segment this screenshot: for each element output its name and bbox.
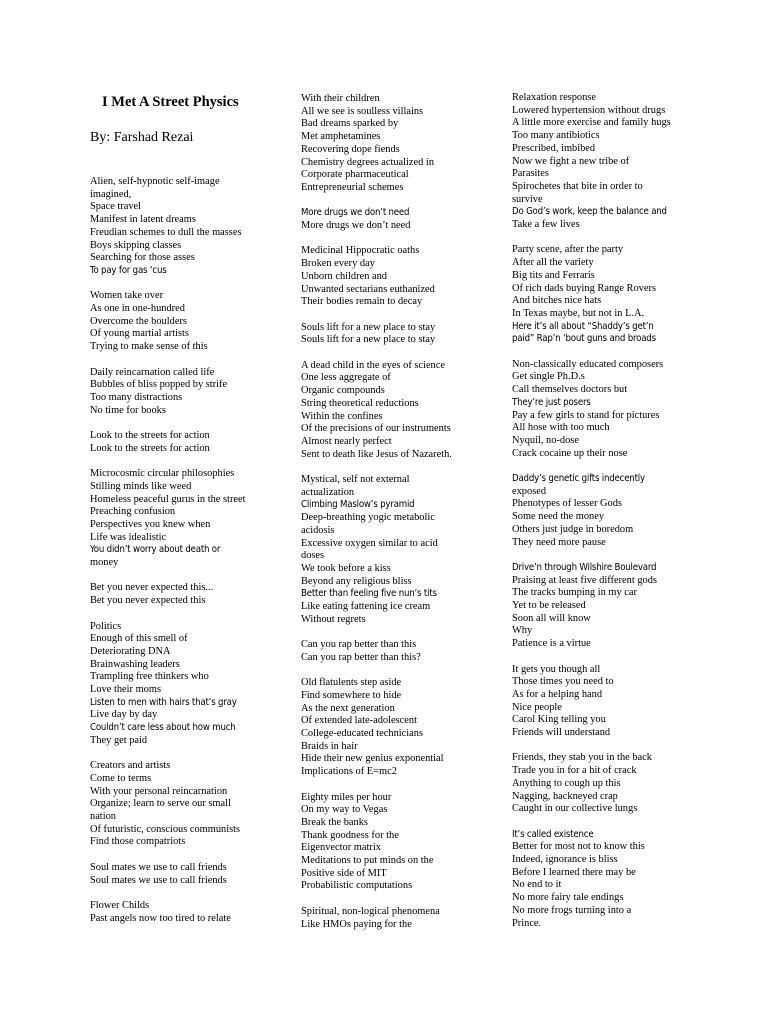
poem-line: Pay a few girls to stand for pictures [512,409,660,421]
poem-line: Call themselves doctors but [512,384,628,396]
poem-line: Boys skipping classes [90,239,182,251]
poem-line: Break the banks [301,816,368,828]
poem-line: Beyond any religious bliss [301,575,412,587]
poem-line: Can you rap better than this? [301,651,421,663]
poem-line: Party scene, after the party [512,244,624,256]
stanza [512,92,712,232]
poem-line: Sent to death like Jesus of Nazareth. [301,448,452,460]
poem-line: Freudian schemes to dull the masses [90,226,242,238]
poem-line: imagined, [90,188,132,200]
poem-line: To pay for gas ‘cus [90,264,167,276]
poem-line: acidosis [301,524,335,536]
stanza [512,752,712,816]
poem-line: Lowered hypertension without drugs [512,104,666,116]
poem-line: Parasites [512,168,549,180]
poem-line: Bet you never expected this... [90,582,214,594]
poem-line: With their children [301,93,380,104]
poem-line: With your personal reincarnation [90,785,228,797]
poem-line: Probabilistic computations [301,880,413,892]
poem-line: Listen to men with hairs that’s gray [90,696,237,708]
poem-line: Soul mates we use to call friends [90,861,227,873]
poem-line: The tracks bumping in my car [512,587,637,599]
poem-line: It’s called existence [512,828,594,840]
stanza [301,677,501,779]
poem-line: Come to terms [90,772,152,784]
poem-line: Why [512,625,533,637]
poem-line: In Texas maybe, but not in L.A. [512,307,645,319]
poem-line: Broken every day [301,258,375,270]
poem-line: Indeed, ignorance is bliss [512,854,618,866]
poem-line: All hose with too much [512,422,610,434]
stanza [90,468,290,570]
author-byline: By: Farshad Rezai [90,130,194,145]
poem-line: As one in one-hundred [90,303,185,315]
poem-line: Those times you need to [512,676,614,688]
poem-column-2 [301,93,501,944]
poem-line: Prince. [512,917,542,929]
stanza [90,430,290,455]
poem-line: Friends will understand [512,727,611,739]
poem-line: One less aggregate of [301,372,391,384]
poem-line: On my way to Vegas [301,804,388,816]
poem-line: Friends, they stab you in the back [512,752,652,764]
stanza [301,474,501,626]
poem-line: Love their moms [90,684,161,696]
poem-line: Praising at least five different gods [512,574,657,586]
poem-line: Nyquil, no-dose [512,434,579,446]
poem-line: Of young martial artists [90,328,189,340]
poem-line: Politics [90,620,122,632]
poem-line: Find those compatriots [90,836,186,848]
poem-line: Relaxation response [512,92,596,103]
poem-line: Alien, self-hypnotic self-image [90,176,220,187]
poem-line: money [90,557,119,569]
poem-line: Manifest in latent dreams [90,214,196,226]
poem-line: Some need the money [512,511,605,523]
poem-line: Crack cocaine up their nose [512,447,628,459]
poem-line: Homeless peaceful gurus in the street [90,493,246,505]
poem-line: Medicinal Hippocratic oaths [301,245,420,257]
stanza [90,176,290,278]
poem-line: Recovering dope fiends [301,143,400,155]
poem-line: paid” Rap’n ‘bout guns and broads [512,333,656,345]
poem-line: No more fairy tale endings [512,892,624,904]
poem-line: Within the confines [301,410,383,422]
stanza [301,207,501,232]
poem-line: As for a helping hand [512,688,603,700]
poem-line: Unwanted sectarians euthanized [301,283,435,295]
poem-line: They need more pause [512,536,606,548]
poem-line: Mystical, self not external [301,474,410,486]
poem-line: Preaching confusion [90,506,176,518]
poem-line: Better for most not to know this [512,841,645,853]
poem-line: Of futuristic, conscious communists [90,823,241,835]
poem-line: exposed [512,485,547,497]
poem-line: Old flatulents step aside [301,677,402,689]
poem-line: Past angels now too tired to relate [90,912,231,924]
poem-line: Now we fight a new tribe of [512,155,630,167]
stanza [90,900,290,925]
poem-line: Before I learned there may be [512,866,636,878]
poem-line: Like eating fattening ice cream [301,601,431,613]
poem-line: Meditations to put minds on the [301,855,434,867]
poem-line: Bubbles of bliss popped by strife [90,379,228,391]
stanza [301,792,501,894]
poem-line: Without regrets [301,613,366,625]
poem-line: Yet to be released [512,600,586,612]
poem-line: Hide their new genius exponential [301,753,444,765]
poem-line: Soul mates we use to call friends [90,874,227,886]
poem-line: All we see is soulless villains [301,105,424,117]
poem-line: Implications of E=mc2 [301,766,397,778]
poem-line: Brainwashing leaders [90,658,180,670]
poem-line: Like HMOs paying for the [301,918,412,930]
stanza [301,360,501,462]
stanza [301,245,501,309]
stanza-list [90,176,290,925]
stanza [301,322,501,347]
poem-line: They’re just posers [512,396,591,408]
poem-line: Life was idealistic [90,531,167,543]
poem-line: It gets you though all [512,663,601,675]
poem-line: Microcosmic circular philosophies [90,468,235,480]
poem-line: Deep-breathing yogic metabolic [301,512,435,524]
poem-line: Bet you never expected this [90,595,206,607]
poem-line: nation [90,811,116,823]
stanza [90,621,290,748]
poem-line: After all the variety [512,257,594,269]
poem-line: Patience is a virtue [512,638,591,650]
poem-line: Organic compounds [301,385,385,397]
poem-line: Phenotypes of lesser Gods [512,498,622,510]
poem-line: Met amphetamines [301,131,381,143]
poem-line: Thank goodness for the [301,829,399,841]
poem-line: College-educated technicians [301,728,424,740]
poem-line: Caught in our collective lungs [512,803,638,815]
poem-line: Trying to make sense of this [90,341,208,353]
stanza [301,93,501,195]
poem-line: No more frogs turning into a [512,904,632,916]
stanza [512,359,712,461]
poem-line: Big tits and Ferraris [512,269,595,281]
poem-line: Enough of this smell of [90,633,188,645]
poem-line: Better than feeling five nun’s tits [301,588,437,600]
poem-line: Too many distractions [90,391,183,403]
poem-line: Eigenvector matrix [301,842,381,854]
stanza-list [512,92,712,930]
poem-line: Carol King telling you [512,714,606,726]
poem-line: Others just judge in boredom [512,523,634,535]
poem-line: No end to it [512,879,562,891]
poem-line: Anything to cough up this [512,777,621,789]
poem-line: A dead child in the eyes of science [301,359,445,371]
poem-line: actualization [301,486,355,498]
poem-line: You didn’t worry about death or [90,544,221,556]
poem-line: Deteriorating DNA [90,645,171,657]
poem-line: Souls lift for a new place to stay [301,334,436,346]
poem-line: doses [301,550,325,562]
poem-line: survive [512,193,543,205]
stanza-list [301,93,501,931]
poem-line: Look to the streets for action [90,430,210,442]
poem-line: Nice people [512,701,562,713]
poem-line: Chemistry degrees actualized in [301,156,435,168]
poem-line: Excessive oxygen similar to acid [301,537,438,549]
poem-line: Couldn’t care less about how much [90,722,236,734]
stanza [512,473,712,549]
poem-line: Find somewhere to hide [301,689,402,701]
poem-line: Of extended late-adolescent [301,715,417,727]
poem-line: Searching for those asses [90,252,195,264]
poem-line: Braids in hair [301,740,358,752]
stanza [90,862,290,887]
poem-line: Bad dreams sparked by [301,118,399,130]
poem-line: Soon all will know [512,612,591,624]
poem-line: Daddy’s genetic gifts indecently [512,473,645,485]
poem-line: Entrepreneurial schemes [301,181,404,193]
poem-line: Eighty miles per hour [301,791,392,803]
poem-line: Trampling free thinkers who [90,671,209,683]
stanza [90,290,290,354]
poem-line: More drugs we don’t need [301,220,411,232]
poem-line: Unborn children and [301,270,387,282]
poem-line: We took before a kiss [301,562,391,574]
poem-line: Their bodies remain to decay [301,296,423,308]
poem-line: Climbing Maslow’s pyramid [301,499,415,511]
poem-line: Souls lift for a new place to stay [301,321,436,333]
poem-line: And bitches nice hats [512,295,602,307]
poem-line: Corporate pharmaceutical [301,169,409,181]
poem-line: Look to the streets for action [90,442,210,454]
poem-line: Get single Ph.D.s [512,371,585,383]
poem-line: Perspectives you knew when [90,518,211,530]
poem-line: Prescribed, imbibed [512,142,596,154]
poem-line: Spirochetes that bite in order to [512,180,643,192]
poem-line: Daily reincarnation called life [90,366,215,378]
poem-line: They get paid [90,734,148,746]
poem-line: Women take over [90,290,164,302]
poem-line: Positive side of MIT [301,867,387,879]
poem-line: Almost nearly perfect [301,435,392,447]
poem-line: More drugs we don’t need [301,207,410,219]
poem-line: A little more exercise and family hugs [512,117,671,129]
poem-line: Too many antibiotics [512,130,600,142]
poem-line: Non-classically educated composers [512,358,664,370]
poem-column-1 [90,92,290,938]
poem-line: Of the precisions of our instruments [301,423,451,435]
poem-line: Spiritual, non-logical phenomena [301,905,440,917]
page-title: I Met A Street Physics [102,94,239,110]
stanza [90,582,290,607]
poem-line: Can you rap better than this [301,639,417,651]
poem-line: Of rich dads buying Range Rovers [512,282,656,294]
stanza [512,829,712,931]
poem-line: Stilling minds like weed [90,480,192,492]
stanza [512,244,712,346]
poem-line: Overcome the boulders [90,315,187,327]
poem-line: Here it’s all about “Shaddy’s get’n [512,320,654,332]
stanza [301,906,501,931]
poem-line: Nagging, hackneyed crap [512,790,618,802]
stanza [90,367,290,418]
stanza [512,664,712,740]
poem-line: Live day by day [90,709,158,721]
poem-line: As the next generation [301,702,395,714]
stanza [512,562,712,651]
poem-line: Space travel [90,201,142,213]
poem-line: Trade you in for a hit of crack [512,765,637,777]
poem-line: Do God’s work, keep the balance and [512,206,667,218]
stanza [301,639,501,664]
poem-line: String theoretical reductions [301,397,419,409]
poem-line: Drive’n through Wilshire Boulevard [512,561,657,573]
stanza [90,760,290,849]
poem-line: Creators and artists [90,760,171,772]
poem-line: Take a few lives [512,219,580,231]
poem-line: Flower Childs [90,899,150,911]
poem-line: Organize; learn to serve our small [90,798,231,810]
poem-column-3 [512,92,712,943]
poem-line: No time for books [90,404,166,416]
